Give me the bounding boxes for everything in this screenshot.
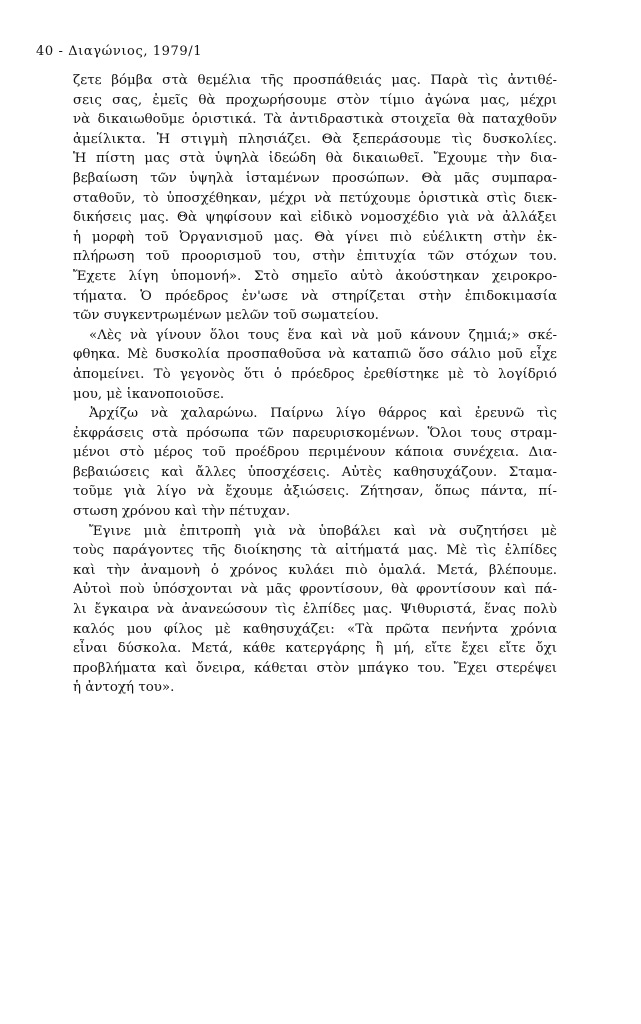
text-line: βεβαίωση τῶν ὑψηλὰ ἱσταμένων προσώπων. Θὰ μᾶς συμπαρα- bbox=[73, 170, 557, 186]
text-line: νὰ δικαιωθοῦμε ὁριστικά. Τὰ ἀντιδραστικὰ στοιχεῖα θὰ παταχθοῦν bbox=[73, 112, 557, 128]
text-line: ἀπομείνει. Τὸ γεγονὸς ὅτι ὁ πρόεδρος ἐρεθίστηκε μὲ τὸ λογίδριό bbox=[73, 366, 557, 382]
text-line: Ἔγινε μιὰ ἐπιτροπὴ γιὰ νὰ ὑποβάλει καὶ νὰ συζητήσει μὲ bbox=[89, 523, 557, 539]
text-line: εἶναι δύσκολα. Μετά, κάθε κατεργάρης ἢ μή, εἴτε ἔχει εἴτε ὄχι bbox=[73, 641, 557, 657]
text-line: στωση χρόνου καὶ τὴν πέτυχαν. bbox=[73, 504, 291, 520]
text-line: ἀμείλικτα. Ἡ στιγμὴ πλησιάζει. Θὰ ξεπεράσουμε τὶς δυσκολίες. bbox=[73, 131, 557, 147]
text-line: καὶ τὴν ἀναμονὴ ὁ χρόνος κυλάει πιὸ ὁμαλά. Μετά, βλέπουμε. bbox=[73, 562, 557, 578]
text-line: Αὐτοὶ ποὺ ὑπόσχονται νὰ μᾶς φροντίσουν, θὰ φροντίσουν καὶ πά- bbox=[73, 582, 557, 598]
text-line: φθηκα. Μὲ δυσκολία προσπαθοῦσα νὰ καταπιῶ ὅσο σάλιο μοῦ εἶχε bbox=[73, 347, 557, 363]
text-line: πλήρωση τοῦ προορισμοῦ του, στὴν ἐπιτυχία τῶν στόχων του. bbox=[73, 249, 557, 265]
text-line: τοῦμε γιὰ λίγο νὰ ἔχουμε ἀξιώσεις. Ζήτησαν, ὅπως πάντα, πί- bbox=[73, 484, 557, 500]
text-line: βεβαιώσεις καὶ ἄλλες ὑποσχέσεις. Αὐτὲς καθησυχάζουν. Σταμα- bbox=[73, 464, 557, 480]
text-line: Ἀρχίζω νὰ χαλαρώνω. Παίρνω λίγο θάρρος καὶ ἐρευνῶ τὶς bbox=[89, 406, 557, 422]
text-line: σεις σας, ἐμεῖς θὰ προχωρήσουμε στὸν τίμιο ἀγώνα μας, μέχρι bbox=[73, 92, 557, 108]
text-line: δικήσεις μας. Θὰ ψηφίσουν καὶ εἰδικὸ νομοσχέδιο γιὰ νὰ ἀλλάξει bbox=[73, 210, 557, 226]
text-line: «Λὲς νὰ γίνουν ὅλοι τους ἕνα καὶ νὰ μοῦ κάνουν ζημιά;» σκέ- bbox=[89, 327, 557, 343]
text-line: τοὺς παράγοντες τῆς διοίκησης τὰ αἰτήματά μας. Μὲ τὶς ἐλπίδες bbox=[73, 543, 557, 559]
text-line: καλός μου φίλος μὲ καθησυχάζει: «Τὰ πρῶτα πενήντα χρόνια bbox=[73, 621, 557, 637]
text-line: μου, μὲ ἱκανοποιοῦσε. bbox=[73, 386, 225, 402]
text-line: λι ἔγκαιρα νὰ ἀνανεώσουν τὶς ἐλπίδες μας. Ψιθυριστά, ἕνας πολὺ bbox=[73, 602, 557, 618]
text-line: ἡ μορφὴ τοῦ Ὀργανισμοῦ μας. Θὰ γίνει πιὸ εὐέλικτη στὴν ἐκ- bbox=[73, 229, 557, 245]
body-text bbox=[73, 71, 557, 698]
text-line: ἡ ἀντοχή του». bbox=[73, 680, 175, 696]
text-line: ἐκφράσεις στὰ πρόσωπα τῶν παρευρισκομένων. Ὅλοι τους στραμ- bbox=[73, 425, 557, 441]
text-line: σταθοῦν, τὸ ὑποσχέθηκαν, μέχρι νὰ πετύχουμε ὁριστικὰ στὶς διεκ- bbox=[73, 190, 557, 206]
running-head: 40 - Διαγώνιος, 1979/1 bbox=[36, 44, 203, 59]
text-line: τῶν συγκεντρωμένων μελῶν τοῦ σωματείου. bbox=[73, 308, 379, 324]
text-line: Ἔχετε λίγη ὑπομονή». Στὸ σημεῖο αὐτὸ ἀκούστηκαν χειροκρο- bbox=[73, 268, 557, 284]
text-line: προβλήματα καὶ ὄνειρα, κάθεται στὸν μπάγκο του. Ἔχει στερέψει bbox=[73, 660, 557, 676]
text-line: μένοι στὸ μέρος τοῦ προέδρου περιμένουν κάποια συνέχεια. Δια- bbox=[73, 445, 557, 461]
text-line: ζετε βόμβα στὰ θεμέλια τῆς προσπάθειάς μας. Παρὰ τὶς ἀντιθέ- bbox=[73, 73, 557, 88]
text-line: τήματα. Ὁ πρόεδρος ἐν'ωσε νὰ στηρίζεται στὴν ἐπιδοκιμασία bbox=[73, 288, 557, 304]
text-line: Ἡ πίστη μας στὰ ὑψηλὰ ἰδεώδη θὰ δικαιωθεῖ. Ἔχουμε τὴν δια- bbox=[73, 151, 557, 167]
